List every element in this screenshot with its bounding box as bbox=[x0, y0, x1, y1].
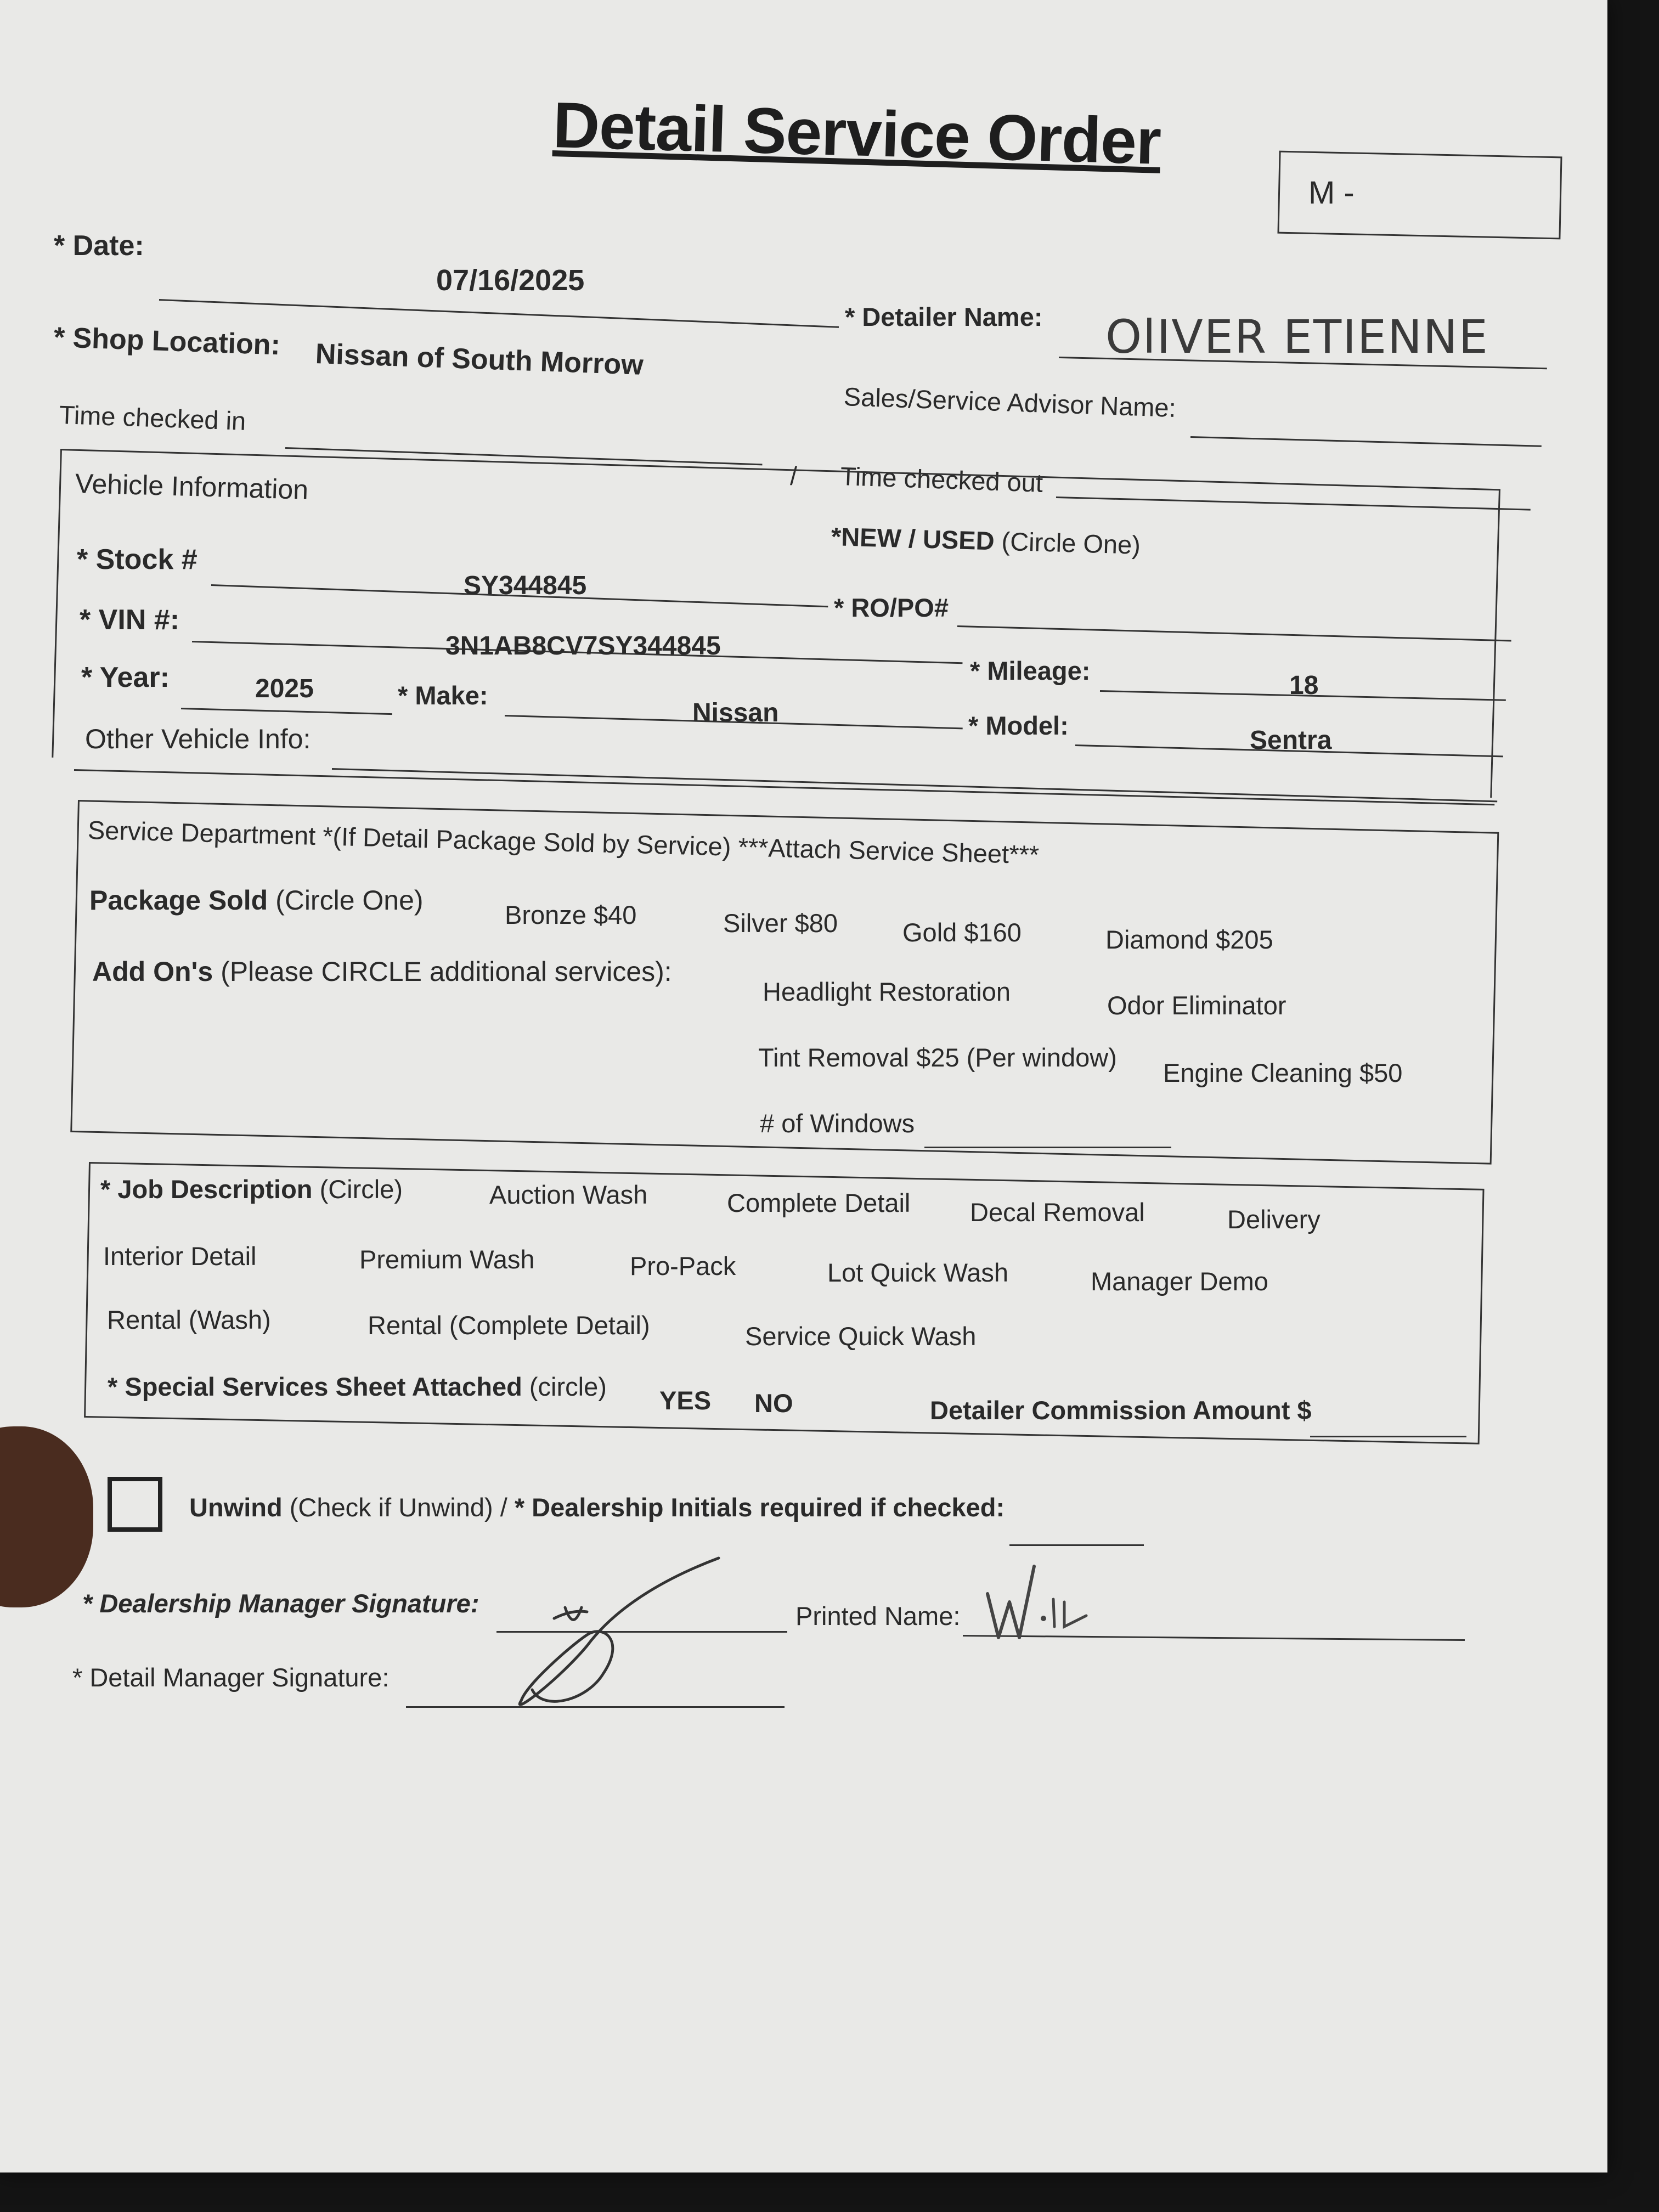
unwind-label: Unwind (Check if Unwind) / * Dealership Initials required if checked: bbox=[189, 1493, 1005, 1522]
special-services-yes[interactable]: YES bbox=[659, 1386, 712, 1415]
advisor-line bbox=[1190, 436, 1542, 447]
model-value[interactable]: Sentra bbox=[1250, 726, 1332, 755]
job-decal-removal[interactable]: Decal Removal bbox=[970, 1198, 1145, 1227]
add-ons-label: Add On's (Please CIRCLE additional services): bbox=[92, 956, 672, 987]
job-description-label: * Job Description (Circle) bbox=[100, 1175, 403, 1204]
time-in-label: Time checked in bbox=[59, 400, 247, 436]
dealership-manager-signature-mark bbox=[494, 1553, 724, 1717]
ro-po-label: * RO/PO# bbox=[834, 593, 949, 622]
package-bronze[interactable]: Bronze $40 bbox=[505, 900, 637, 929]
addon-odor-eliminator[interactable]: Odor Eliminator bbox=[1107, 991, 1286, 1020]
detailer-name-label: * Detailer Name: bbox=[845, 302, 1043, 331]
job-interior-detail[interactable]: Interior Detail bbox=[103, 1242, 257, 1271]
vin-label: * VIN #: bbox=[80, 604, 180, 636]
job-rental-complete-detail[interactable]: Rental (Complete Detail) bbox=[368, 1311, 650, 1340]
unwind-checkbox[interactable] bbox=[108, 1477, 162, 1532]
vin-value[interactable]: 3N1AB8CV7SY344845 bbox=[445, 631, 721, 661]
job-manager-demo[interactable]: Manager Demo bbox=[1091, 1267, 1268, 1296]
form-number-label: M - bbox=[1308, 175, 1355, 211]
new-used-label: *NEW / USED (Circle One) bbox=[831, 522, 1141, 560]
time-out-label: Time checked out bbox=[840, 461, 1043, 498]
job-service-quick-wash[interactable]: Service Quick Wash bbox=[745, 1322, 977, 1351]
detail-manager-signature-label: * Detail Manager Signature: bbox=[72, 1663, 390, 1692]
job-lot-quick-wash[interactable]: Lot Quick Wash bbox=[827, 1258, 1008, 1287]
package-silver[interactable]: Silver $80 bbox=[723, 909, 838, 938]
service-department-heading: Service Department *(If Detail Package Sold by Service) ***Attach Service Sheet*** bbox=[87, 815, 1040, 870]
job-auction-wash[interactable]: Auction Wash bbox=[489, 1180, 648, 1209]
form-title: Detail Service Order bbox=[552, 88, 1162, 178]
time-separator: / bbox=[790, 461, 798, 490]
addon-engine-cleaning[interactable]: Engine Cleaning $50 bbox=[1163, 1058, 1403, 1087]
year-label: * Year: bbox=[81, 662, 170, 693]
date-line bbox=[159, 299, 839, 328]
package-gold[interactable]: Gold $160 bbox=[902, 918, 1022, 947]
addon-headlight-restoration[interactable]: Headlight Restoration bbox=[763, 977, 1011, 1006]
dealership-manager-signature-label: * Dealership Manager Signature: bbox=[82, 1589, 479, 1618]
job-pro-pack[interactable]: Pro-Pack bbox=[630, 1251, 736, 1280]
printed-name-value bbox=[982, 1555, 1108, 1643]
special-services-no[interactable]: NO bbox=[754, 1389, 793, 1418]
commission-label: Detailer Commission Amount $ bbox=[930, 1396, 1312, 1425]
job-delivery[interactable]: Delivery bbox=[1227, 1205, 1321, 1234]
printed-name-label: Printed Name: bbox=[795, 1601, 961, 1630]
windows-count-line bbox=[924, 1147, 1171, 1148]
package-sold-label: Package Sold (Circle One) bbox=[89, 885, 424, 916]
job-complete-detail[interactable]: Complete Detail bbox=[727, 1188, 911, 1217]
make-label: * Make: bbox=[398, 681, 488, 710]
package-diamond[interactable]: Diamond $205 bbox=[1105, 925, 1273, 954]
date-label: * Date: bbox=[54, 230, 144, 262]
vehicle-info-label: Vehicle Information bbox=[75, 468, 309, 505]
windows-count-label: # of Windows bbox=[760, 1109, 915, 1138]
addon-tint-removal[interactable]: Tint Removal $25 (Per window) bbox=[758, 1043, 1117, 1072]
stock-value[interactable]: SY344845 bbox=[464, 571, 587, 600]
detailer-name-value[interactable]: OlIVER ETIENNE bbox=[1105, 310, 1489, 364]
model-label: * Model: bbox=[968, 711, 1069, 740]
shop-location-value: Nissan of South Morrow bbox=[314, 338, 644, 381]
stock-label: * Stock # bbox=[77, 544, 198, 575]
make-value[interactable]: Nissan bbox=[692, 698, 779, 727]
job-rental-wash[interactable]: Rental (Wash) bbox=[107, 1305, 271, 1334]
other-vehicle-info-label: Other Vehicle Info: bbox=[85, 724, 311, 754]
commission-line bbox=[1310, 1436, 1466, 1437]
mileage-label: * Mileage: bbox=[970, 656, 1091, 685]
advisor-label: Sales/Service Advisor Name: bbox=[843, 382, 1177, 423]
date-value[interactable]: 07/16/2025 bbox=[436, 264, 585, 297]
mileage-value[interactable]: 18 bbox=[1289, 671, 1319, 700]
year-value[interactable]: 2025 bbox=[255, 674, 314, 703]
shop-location-label: * Shop Location: bbox=[53, 321, 281, 362]
job-premium-wash[interactable]: Premium Wash bbox=[359, 1245, 535, 1274]
dealership-initials-line bbox=[1009, 1544, 1144, 1546]
special-services-label: * Special Services Sheet Attached (circle) bbox=[108, 1372, 607, 1401]
